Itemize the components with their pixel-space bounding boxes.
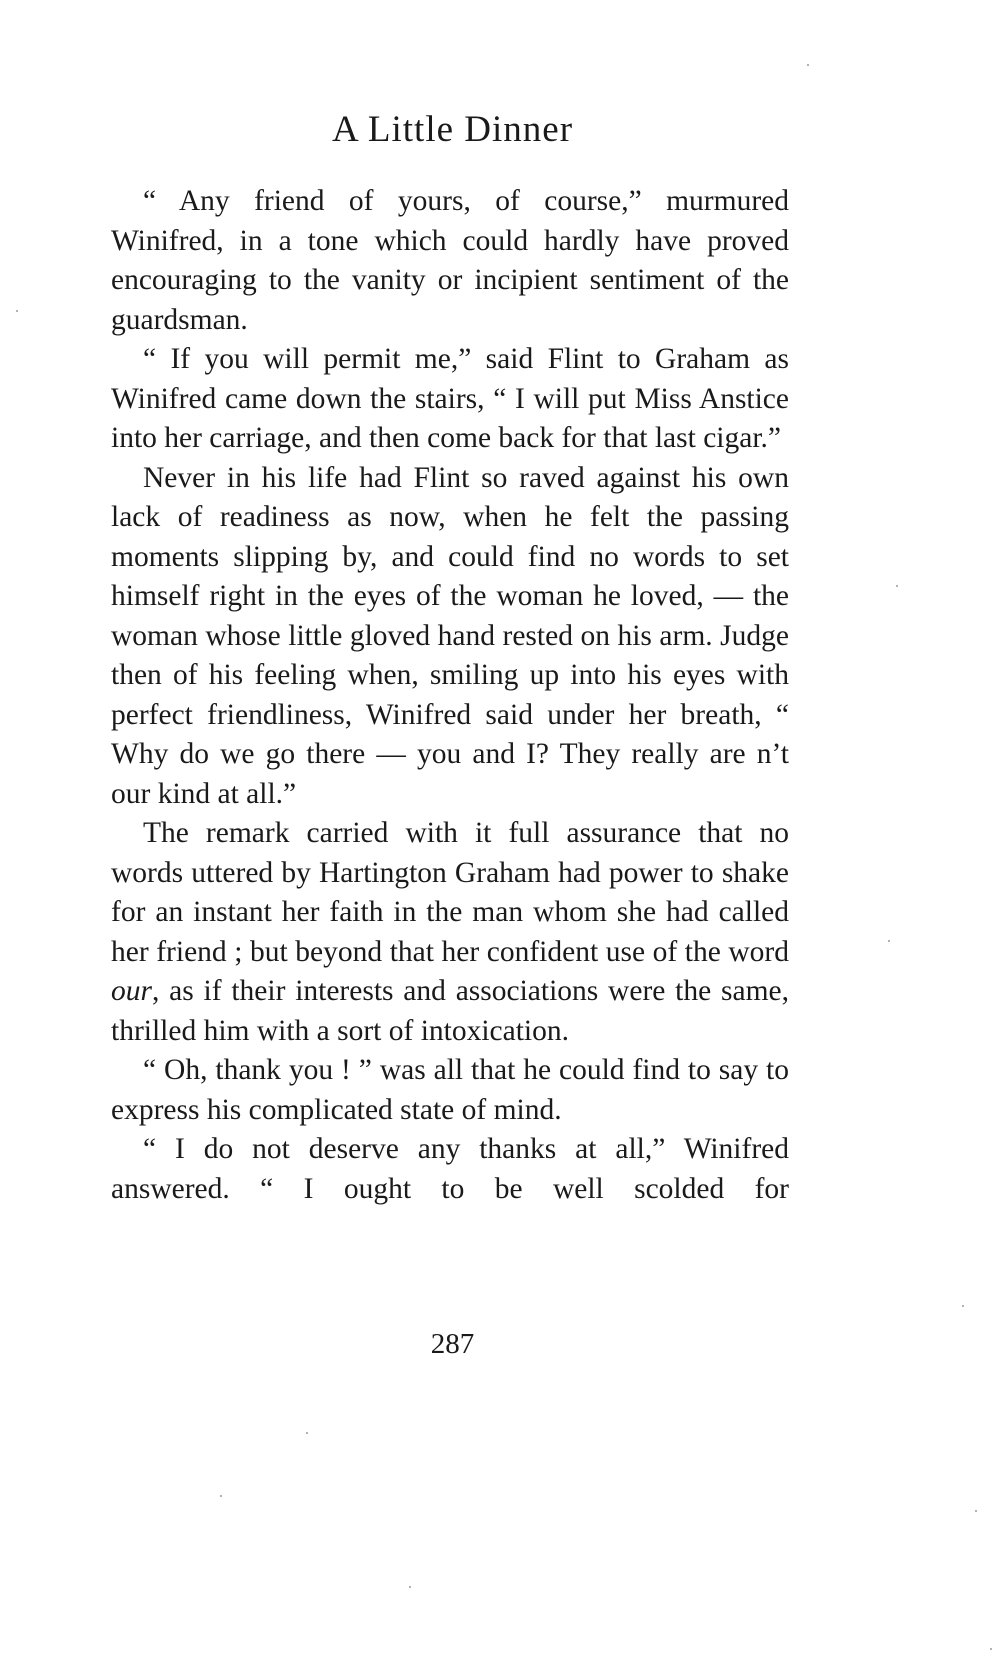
paragraph-text: “ If you will permit me,” said Flint to Graham as Winifred came down the stairs, “ I will put Miss Anstice into her carriage, and then come back for that last cigar.” (111, 343, 789, 454)
scan-speck (409, 1586, 411, 1588)
paragraph (111, 1051, 789, 1130)
scan-speck (990, 1648, 992, 1650)
paragraph-text: “ Oh, thank you ! ” was all that he could find to say to express his complicated state of mind. (111, 1054, 789, 1126)
paragraph-text: The remark carried with it full assurance that no words uttered by Hartington Graham had power to shake for an instant her faith in the man whom she had called her friend ; but beyond that her confident use of the word (111, 817, 789, 968)
running-head: A Little Dinner (331, 109, 574, 150)
paragraph-text: “ Any friend of yours, of course,” murmured Winifred, in a tone which could hardly have proved encouraging to the vanity or incipient sentiment of the guardsman. (111, 185, 789, 336)
paragraph-text: , as if their interests and associations were the same, thrilled him with a sort of intoxication. (111, 975, 789, 1047)
paragraph-text: Never in his life had Flint so raved against his own lack of readiness as now, when he felt the passing moments slipping by, and could find no words to set himself right in the eyes of the woman he loved, — the woman whose little gloved hand rested on his arm. Judge then of his feeling when, smiling up into his eyes with perfect friendliness, Winifred said under her breath, “ Why do we go there — you and I? They really are n’t our kind at all.” (111, 461, 789, 810)
scan-speck (16, 310, 18, 312)
scan-speck (220, 1495, 222, 1497)
paragraph (111, 340, 789, 459)
scan-speck (807, 64, 809, 66)
scan-speck (962, 1305, 964, 1307)
scan-speck (975, 1510, 977, 1512)
scan-speck (896, 585, 898, 587)
body-text (111, 182, 789, 1209)
paragraph-text: “ I do not deserve any thanks at all,” Winifred answered. “ I ought to be well scolded for (111, 1133, 789, 1205)
paragraph (111, 182, 789, 340)
scan-speck (888, 940, 890, 942)
paragraph (111, 1130, 789, 1209)
emphasized-word: our (111, 975, 152, 1007)
paragraph (111, 459, 789, 815)
page-number: 287 (430, 1328, 475, 1360)
paragraph (111, 814, 789, 1051)
scan-speck (306, 1432, 308, 1434)
